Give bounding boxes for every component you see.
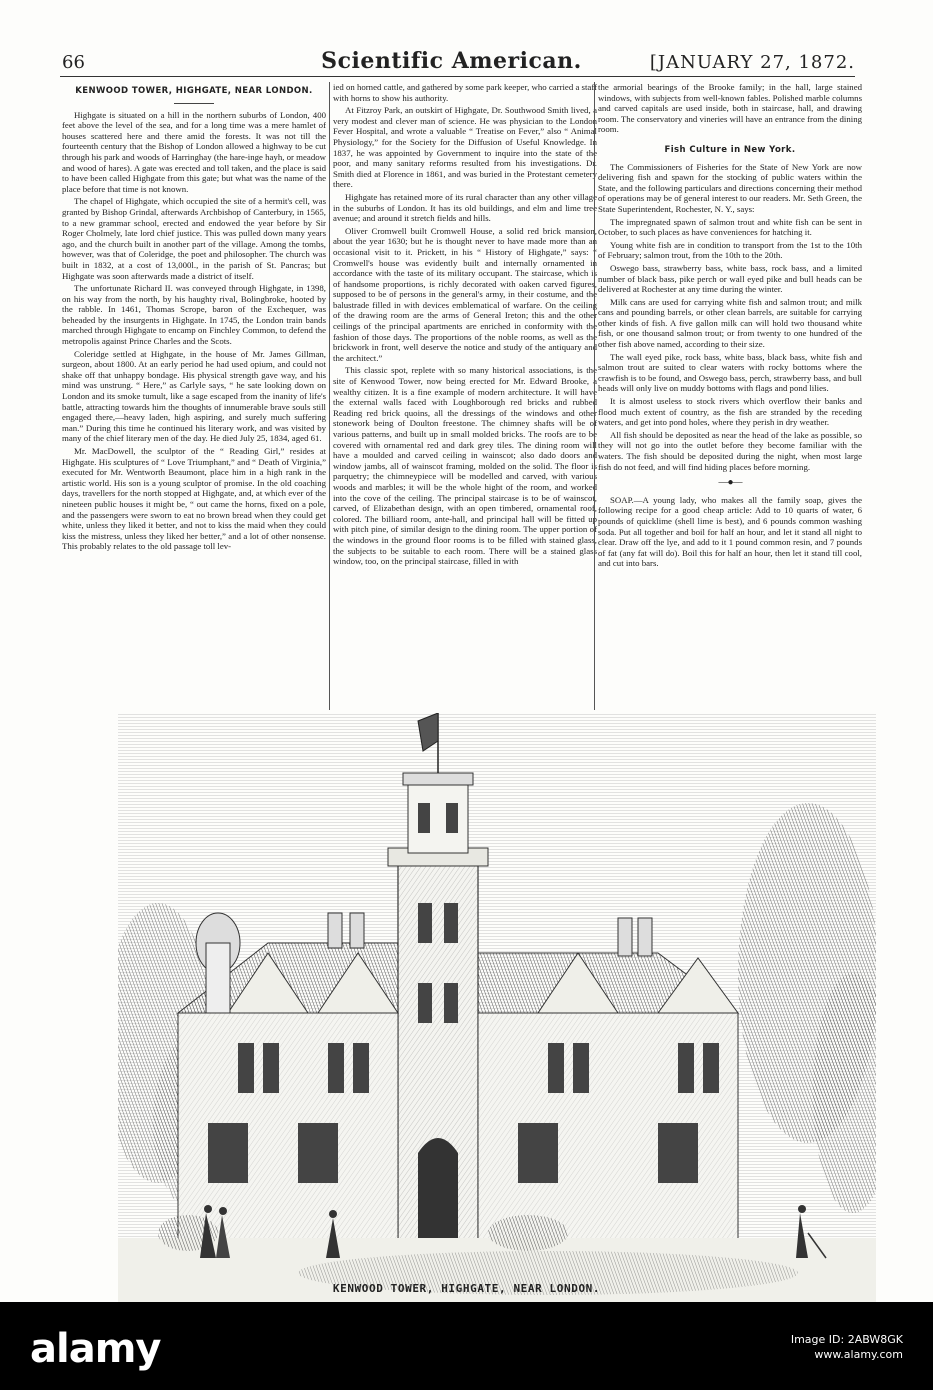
right-wing	[478, 918, 738, 1243]
illustration-caption: KENWOOD TOWER, HIGHGATE, NEAR LONDON.	[332, 1282, 601, 1295]
left-wing	[178, 913, 398, 1243]
paragraph: The wall eyed pike, rock bass, white bass, black bass, white fish and salmon trout are suited to clear waters with rocky bottoms where the crawfish is to be found, and Oswego bass, perch, strawberry bass, and bull heads will only live on muddy bottoms with flags and pond lilies.	[598, 351, 862, 394]
page-header	[48, 48, 855, 74]
column-1	[62, 82, 326, 710]
column-3	[598, 82, 862, 710]
paragraph: Young white fish are in condition to transport from the 1st to the 10th of February; salmon trout, from the 10th to the 20th.	[598, 239, 862, 261]
column-divider	[329, 82, 330, 710]
image-id: Image ID: 2ABW8GK	[790, 1333, 903, 1346]
paragraph: Coleridge settled at Highgate, in the house of Mr. James Gillman, surgeon, about 1800. At an early period he had used opium, and could not shake off that unhappy bondage. His physical strength gave way, and his mind was unstrung. “ Here,” as Carlyle says, “ he sate looking down on London and its smoke tumult, like a sage escaped from the inanity of life's battle, attracting towards him the thoughts of innumerable brave souls still engaged there,—heavy laden, high aspiring, and surely much suffering man.” During this time he continued his literary work, and was visited by many of the chief literary men of the day. He died July 25, 1834, aged 61.	[62, 348, 326, 444]
column-2	[333, 82, 597, 710]
paragraph: All fish should be deposited as near the head of the lake as possible, so they will not go into the outlet before they become familiar with the waters. The fish should be deposited during the night, when most large fish do not feed, and will find hiding places before morning.	[598, 429, 862, 472]
paragraph: Oliver Cromwell built Cromwell House, a solid red brick mansion, about the year 1630; but he is thought never to have made more than an occasional visit to it. Prickett, in his “ History of Highgate,” says: “ Cromwell's house was evidently built and internally ornamented in accordance with the taste of its military occupant. The staircase, which is of handsome proportions, is richly decorated with oaken carved figures, supposed to be of persons in the general's army, in their costume, and the balustrade filled in with devices emblematical of warfare. On the ceiling of the drawing room are the arms of General Ireton; this and the other ceilings of the principal apartments are enriched in conformity with the fashion of those days. The proportions of the noble rooms, as well as the brickwork in front, well deserve the notice and study of the antiquary and the architect.”	[333, 225, 597, 363]
header-rule	[60, 76, 855, 77]
paragraph: At Fitzroy Park, an outskirt of Highgate, Dr. Southwood Smith lived, a very modest and clever man of science. He was physician to the London Fever Hospital, and wrote a valuable “ Treatise on Fever,” also “ Animal Physiology,” for the Society for the Diffusion of Useful Knowledge. In 1837, he was appointed by Government to inquire into the state of the poor, and many sanitary reforms resulted from his investigations. Dr. Smith died at Florence in 1861, and was buried in the Protestant cemetery there.	[333, 105, 597, 190]
column-divider	[594, 82, 595, 710]
paragraph: Highgate has retained more of its rural character than any other village in the suburbs of London. It has its old buildings, and elm and lime tree avenue; and around it stretch fields and hills.	[333, 191, 597, 224]
ornament-divider: —●—	[718, 477, 742, 489]
title-rule	[174, 103, 214, 104]
paragraph: ied on horned cattle, and gathered by some park keeper, who carried a staff with horns to show his authority.	[333, 82, 597, 103]
article-title: Fish Culture in New York.	[664, 144, 796, 155]
article-title: KENWOOD TOWER, HIGHGATE, NEAR LONDON.	[75, 86, 313, 96]
masthead: Scientific American.	[321, 48, 582, 74]
alamy-logo: alamy	[30, 1326, 161, 1372]
paragraph: Milk cans are used for carrying white fish and salmon trout; and milk cans and pounding barrels, or other clean barrels, are suitable for carrying other kinds of fish. A five gallon milk can will hold two thousand white fish, or one thousand salmon trout; or from twenty to one hundred of the other fish above named, according to their size.	[598, 296, 862, 350]
paragraph: the armorial bearings of the Brooke family; in the hall, large stained windows, with subjects from well-known fables. Polished marble columns and carved capitals are used inside, both in staircase, hall, and drawing room. The conservatory and vineries will have an entrance from the dining room.	[598, 82, 862, 135]
paragraph: The unfortunate Richard II. was conveyed through Highgate, in 1398, on his way from the north, by his haughty rival, Bolingbroke, hooted by the rabble. In 1461, Thomas Scrope, baron of the Exchequer, was beheaded by the insurgents in Highgate. In 1745, the London train bands marched through Highgate to encamp on Finchley Common, to defend the metropolis against Prince Charles and the Scots.	[62, 283, 326, 347]
watermark-footer	[0, 1302, 933, 1390]
paragraph: Oswego bass, strawberry bass, white bass, rock bass, and a limited number of black bass, pike perch or wall eyed pike and bull heads can be delivered at Rochester at any time during the winter.	[598, 262, 862, 295]
paragraph: The impregnated spawn of salmon trout and white fish can be sent in October, to such places as have conveniences for hatching it.	[598, 216, 862, 238]
site-url: www.alamy.com	[814, 1348, 903, 1361]
paragraph: The Commissioners of Fisheries for the State of New York are now delivering fish and spawn for the stocking of public waters within the State, and the following particulars and directions concerning their method of operations may be of general interest to our readers. Mr. Seth Green, the State Superintendent, Rochester, N. Y., says:	[598, 161, 862, 214]
kenwood-tower-engraving	[118, 713, 876, 1303]
issue-date: [JANUARY 27, 1872.	[649, 52, 855, 73]
paragraph: Highgate is situated on a hill in the northern suburbs of London, 400 feet above the level of the sea, and for a long time was a mere hamlet of houses scattered here and there amid the forests. It was not till the fourteenth century that the Bishop of London allowed a highway to be cut through his park and woods of Harringhay (the hare-inge hayh, or meadow and wood of hares). A gate was erected and toll taken, and the place is said to have been called Highgate from this gate; but what was the name of the place before that time is not known.	[62, 109, 326, 194]
paragraph: This classic spot, replete with so many historical associations, is the site of Kenwood Tower, now being erected for Mr. Edward Brooke, a wealthy citizen. It is a fine example of modern architecture. It will have the external walls faced with Loughborough red bricks and rubbed Reading red brick quoins, all the dressings of the windows and other stonework being of Doulton freestone. The chimney shafts will be of various patterns, and built up in small molded bricks. The roofs are to be covered with ornamental red and dark grey tiles. The dining room will have a moulded and carved ceiling in wainscot; also dado doors and window jambs, all of wainscot framing, molded on the solid. The floor is parquetry; the chimneypiece will be modelled and carved, with various woods and marbles; it will be the whole hight of the room, and worked into the cove of the ceiling. The principal staircase is to be of wainscot, carved, of Elizabethan design, with an open timbered, ornamental roof, colored. The billiard room, ante-hall, and principal hall will be fitted up with pitch pine, of similar design to the dining room. The upper portion of the windows in the ground floor rooms is to be filled with stained glass, the subjects to be suitable to each room. There will be a stained glass window, too, on the principal staircase, filled in with	[333, 365, 597, 567]
paragraph: SOAP.—A young lady, who makes all the family soap, gives the following recipe for a good cheap article: Add to 10 quarts of water, 6 pounds of quicklime (shell lime is best), and 6 pounds common washing soda. Put all together and boil for half an hour, and let it stand all night to clear. Draw off the lye, and add to it 1 pound common resin, and 7 pounds of fat (any fat will do). Boil this for half an hour, then let it stand till cool, and cut into bars.	[598, 494, 862, 569]
paragraph: It is almost useless to stock rivers which overflow their banks and flood much extent of country, as the fish are stranded by the receding waters, and get into pond holes, where they perish in dry weather.	[598, 396, 862, 428]
paragraph: The chapel of Highgate, which occupied the site of a hermit's cell, was granted by Bishop Grindal, afterwards Archbishop of Canterbury, in 1565, to a new grammar school, erected and endowed the year before by Sir Roger Cholmely, late lord chief justice. This was pulled down many years ago, and the church built in another part of the village. Among the tombs, however, was that of Coleridge, the poet and philosopher. The church was built in 1832, at a cost of 13,000l., in the parish of St. Pancras; but Highgate was soon afterwards made a district of itself.	[62, 196, 326, 281]
paragraph: Mr. MacDowell, the sculptor of the “ Reading Girl,” resides at Highgate. His sculptures of “ Love Triumphant,” and “ Death of Virginia,” executed for Mr. Wentworth Beaumont, place him in a high rank in the artistic world. His son is a young sculptor of promise. In the old coaching days, travellers for the north stopped at Highgate, and, at which ever of the nineteen public houses it might be, “ out came the horns, fixed on a pole, and the passengers were sworn to eat no brown bread when they could get white, unless they liked it better, and not to kiss the maid when they could kiss the mistress, unless they liked her better,” and a lot of other nonsense. This probably relates to the old passage toll lev-	[62, 446, 326, 552]
footer-info	[791, 1332, 903, 1362]
page-number: 66	[62, 52, 85, 73]
